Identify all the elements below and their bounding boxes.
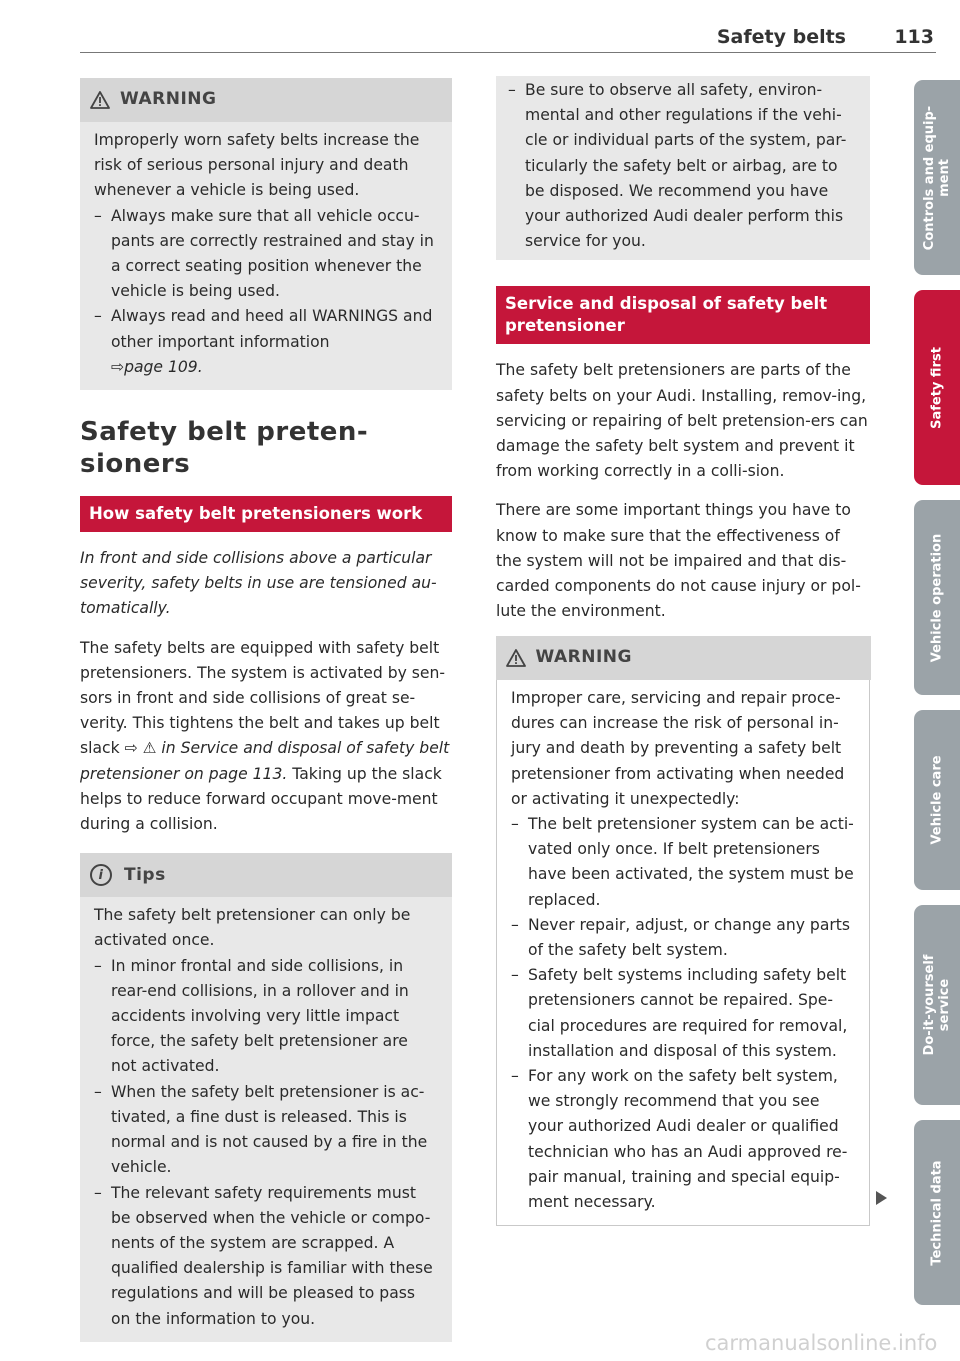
- warning-item: – The belt pretensioner system can be acti-vated only once. If belt pretensioners have been activated, the system must be replaced.: [511, 812, 855, 913]
- subsection-banner: How safety belt pretensioners work: [80, 496, 452, 532]
- tips-item: – When the safety belt pretensioner is ac-tivated, a fine dust is released. This is normal and is not caused by a fire in the vehicle.: [94, 1080, 438, 1181]
- cross-reference-link[interactable]: ⇨ ⚠ in Service and disposal of safety belt pretensioner on page 113.: [80, 739, 450, 783]
- tab-controls-and-equipment[interactable]: Controls and equip- ment: [914, 80, 960, 275]
- warning-item: – Safety belt systems including safety belt pretensioners cannot be repaired. Spe-cial procedures are required for removal, installation and disposal of this system.: [511, 963, 855, 1064]
- body-paragraph: There are some important things you have to know to make sure that the effectiveness of the system will not be impaired and that dis-carded components do not cause injury or pol-lute the environment.: [496, 501, 861, 621]
- right-column: [496, 76, 870, 1226]
- warning-box: [80, 78, 452, 390]
- left-column: [80, 78, 452, 1342]
- page-link[interactable]: ⇨page 109.: [111, 357, 203, 376]
- tab-vehicle-care[interactable]: Vehicle care: [914, 710, 960, 890]
- subsection-banner: Service and disposal of safety belt pretensioner: [496, 286, 870, 344]
- warning-title: WARNING: [120, 89, 217, 110]
- warning-triangle-icon: [90, 91, 110, 109]
- tips-item: – The relevant safety requirements must be observed when the vehicle or compo-nents of the system are scrapped. A qualified dealership is familiar with these regulations and will be pleased to pass on the information to you.: [94, 1181, 438, 1332]
- body-paragraph: The safety belts are equipped with safety belt pretensioners. The system is activated by sen-sors in front and side collisions of great se-verity. This tightens the belt and takes up belt slack ⇨ ⚠ in Service and disposal of safety belt pretensioner on page 113. Taking up the slack helps to reduce forward occupant move-ment during a collision.: [80, 638, 450, 834]
- intro-text: In front and side collisions above a particular severity, safety belts in use are tensioned au-tomatically.: [80, 549, 437, 618]
- tips-title: Tips: [124, 864, 166, 885]
- continued-item: – Be sure to observe all safety, environ-mental and other regulations if the vehi-cle or individual parts of the system, par-ticularly the safety belt or airbag, are to be disposed. We recommend you have your authorized Audi dealer perform this service for you.: [508, 78, 858, 254]
- continued-box: [496, 76, 870, 260]
- watermark: carmanualsonline.info: [705, 1331, 938, 1355]
- info-icon: i: [90, 864, 112, 886]
- tab-do-it-yourself-service[interactable]: Do-it-yourself service: [914, 905, 960, 1105]
- warning-item: – For any work on the safety belt system, we strongly recommend that you see your authorized Audi dealer or qualified technician who has an Audi approved re-pair manual, training and special equip-ment necessary.: [511, 1064, 855, 1215]
- warning-intro: Improperly worn safety belts increase the risk of serious personal injury and death whenever a vehicle is being used.: [94, 131, 420, 200]
- warning-intro: Improper care, servicing and repair proce-dures can increase the risk of personal in-jury and death by preventing a safety belt pretensioner from activating when needed or activating it unexpectedly:: [511, 688, 845, 808]
- tab-vehicle-operation[interactable]: Vehicle operation: [914, 500, 960, 695]
- warning-header: [496, 636, 871, 680]
- continue-arrow-icon: [876, 1191, 887, 1205]
- tips-intro: The safety belt pretensioner can only be activated once.: [94, 906, 411, 950]
- page-header: [80, 24, 936, 53]
- tab-technical-data[interactable]: Technical data: [914, 1120, 960, 1305]
- warning-box: [496, 636, 870, 1226]
- warning-triangle-icon: [506, 649, 526, 667]
- warning-header: [80, 78, 452, 122]
- tab-safety-first[interactable]: Safety first: [914, 290, 960, 485]
- warning-title: WARNING: [535, 647, 632, 668]
- warning-item: – Never repair, adjust, or change any parts of the safety belt system.: [511, 913, 855, 963]
- page-number: 113: [894, 26, 934, 48]
- tips-box: [80, 853, 452, 1341]
- section-heading: Safety belt preten-sioners: [80, 417, 369, 480]
- warning-item: – Always read and heed all WARNINGS and other important information ⇨page 109.: [94, 304, 438, 380]
- body-paragraph: The safety belt pretensioners are parts of the safety belts on your Audi. Installing, remov-ing, servicing or repairing of belt pretension-ers can damage the safety belt system and prevent it from working correctly in a colli-sion.: [496, 361, 868, 481]
- tips-header: [80, 853, 452, 897]
- tips-item: – In minor frontal and side collisions, in rear-end collisions, in a rollover and in accidents involving very little impact force, the safety belt pretensioner are not activated.: [94, 954, 438, 1080]
- chapter-title: Safety belts: [716, 26, 846, 48]
- warning-item: – Always make sure that all vehicle occu-pants are correctly restrained and stay in a correct seating position whenever the vehicle is being used.: [94, 204, 438, 305]
